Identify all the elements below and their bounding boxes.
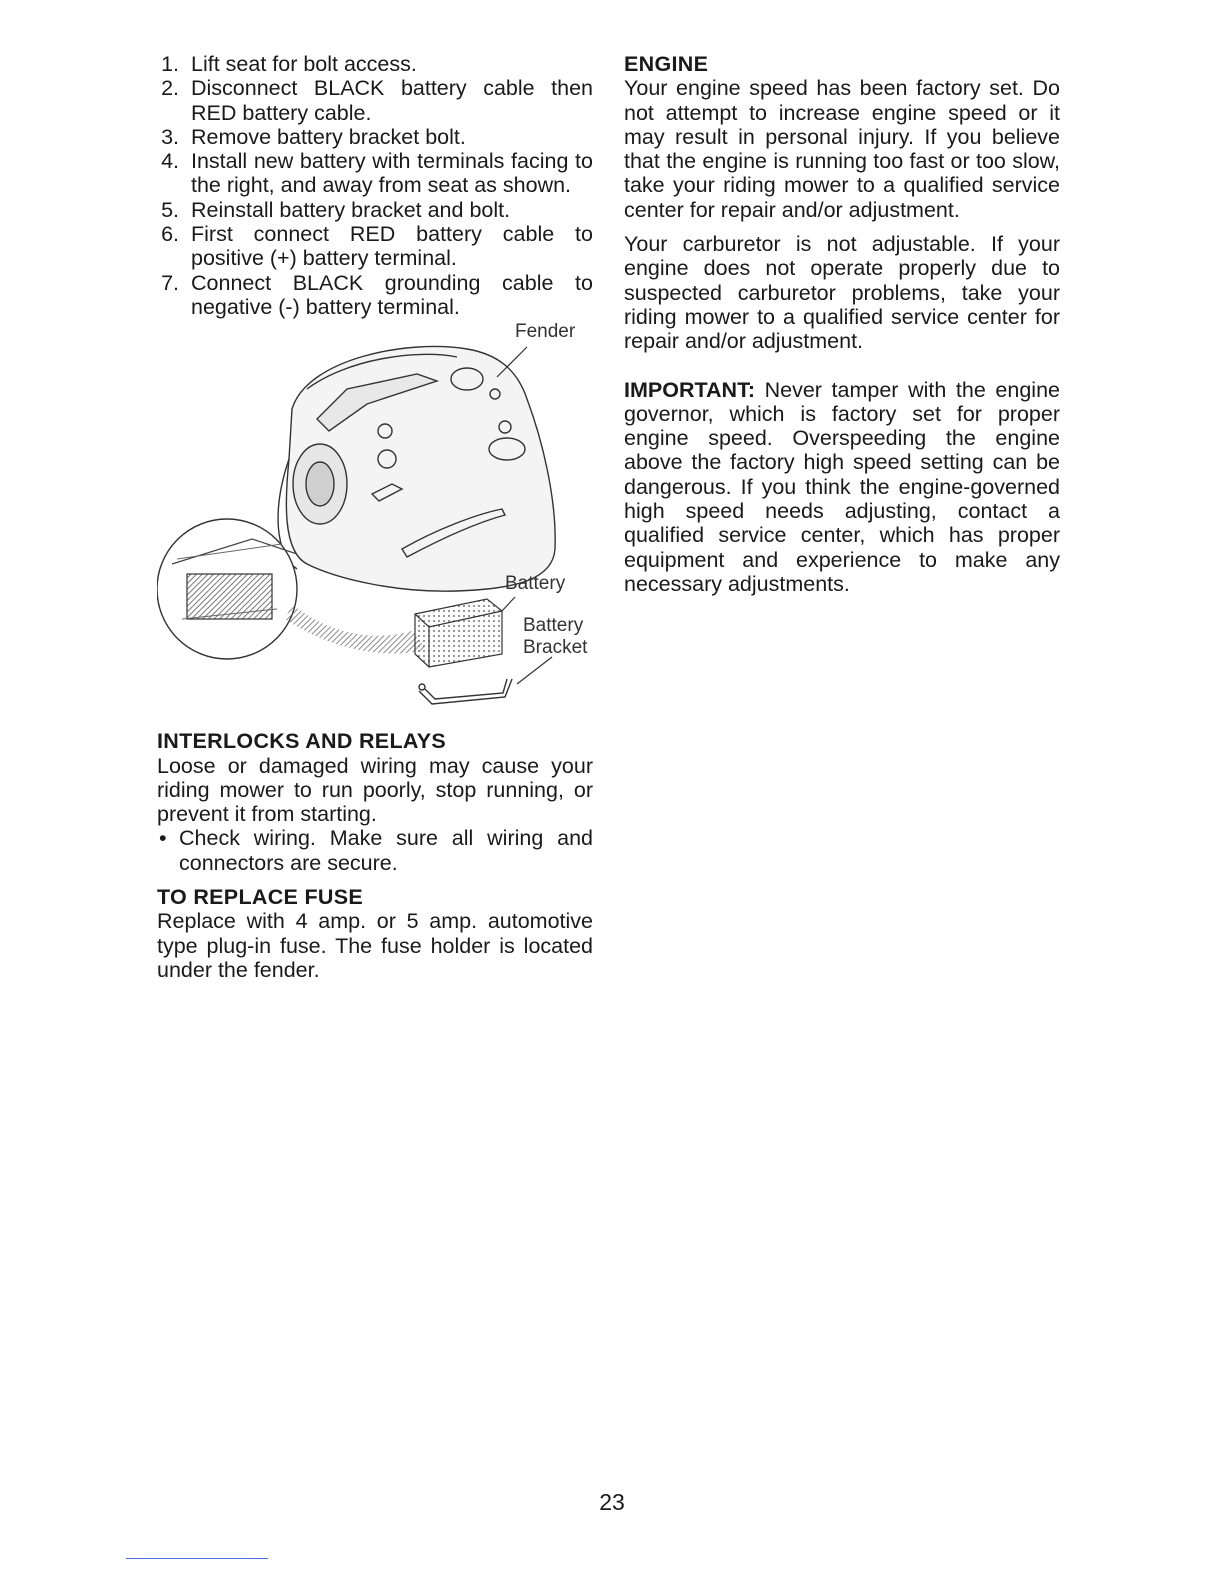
- step-number: 1.: [161, 52, 179, 76]
- battery-shape: [415, 599, 502, 667]
- important-lead: IMPORTANT:: [624, 377, 755, 402]
- bullet-text: Check wiring. Make sure all wiring and connectors are secure.: [179, 826, 593, 875]
- page-number: 23: [599, 1489, 625, 1515]
- inset-leader-cone: [285, 604, 427, 654]
- right-column: [624, 52, 1060, 596]
- left-column: [157, 52, 593, 982]
- step-item: [157, 76, 593, 125]
- battery-steps-list: [157, 52, 593, 319]
- label-bracket-line1: Battery: [523, 615, 584, 637]
- fender-battery-illustration: [157, 319, 597, 729]
- step-number: 2.: [161, 76, 179, 101]
- fuse-heading: TO REPLACE FUSE: [157, 885, 363, 910]
- battery-fender-figure: [157, 319, 597, 729]
- interlocks-body: Loose or damaged wiring may cause your riding mower to run poorly, stop running, or prevent it from starting.: [157, 753, 593, 827]
- engine-paragraph-2: Your carburetor is not adjustable. If your engine does not operate properly due to suspected carburetor problems, take your riding mower to a qualified service center for repair and/or adjustment.: [624, 232, 1060, 354]
- step-number: 6.: [161, 222, 179, 247]
- step-item: [157, 271, 593, 320]
- step-item: [157, 149, 593, 198]
- label-battery: Battery: [505, 573, 566, 595]
- step-text: First connect RED battery cable to positive (+) battery terminal.: [191, 222, 593, 271]
- interlocks-heading: INTERLOCKS AND RELAYS: [157, 729, 447, 754]
- step-text: Remove battery bracket bolt.: [191, 124, 466, 149]
- step-item: [157, 222, 593, 271]
- step-item: [157, 198, 593, 222]
- interlocks-bullet: [157, 826, 593, 875]
- engine-important-paragraph: [624, 378, 1060, 597]
- bullet-dot: •: [159, 826, 167, 851]
- step-number: 7.: [161, 270, 179, 295]
- important-text: Never tamper with the engine governor, which is factory set for proper engine speed. Overspeeding the engine above the factory high speed setting can be dangerous. If you think the engine-governed high speed needs adjusting, contact a qualified service center, which has proper equipment and experience to make any necessary adjustments.: [624, 377, 1060, 596]
- engine-heading: ENGINE: [624, 52, 709, 76]
- label-bracket-line2: Bracket: [523, 637, 588, 659]
- label-fender: Fender: [515, 321, 576, 343]
- step-text: Reinstall battery bracket and bolt.: [191, 197, 511, 222]
- step-item: [157, 52, 593, 76]
- step-text: Lift seat for bolt access.: [191, 52, 417, 76]
- battery-location-inset: [157, 519, 297, 659]
- battery-bracket-shape: [419, 679, 512, 704]
- fuse-body: Replace with 4 amp. or 5 amp. automotive type plug-in fuse. The fuse holder is located under the fender.: [157, 909, 593, 982]
- step-text: Connect BLACK grounding cable to negative (-) battery terminal.: [191, 270, 593, 319]
- fender-shape: [278, 347, 555, 592]
- engine-paragraph-1: Your engine speed has been factory set. Do not attempt to increase engine speed or it may result in personal injury. If you believe that the engine is running too fast or too slow, take your riding mower to a qualified service center for repair and/or adjustment.: [624, 76, 1060, 222]
- step-number: 3.: [161, 124, 179, 149]
- step-item: [157, 125, 593, 149]
- step-text: Install new battery with terminals facing to the right, and away from seat as shown.: [191, 149, 593, 198]
- step-text: Disconnect BLACK battery cable then RED battery cable.: [191, 76, 593, 125]
- footer-rule: [126, 1558, 268, 1559]
- step-number: 5.: [161, 197, 179, 222]
- step-number: 4.: [161, 149, 179, 174]
